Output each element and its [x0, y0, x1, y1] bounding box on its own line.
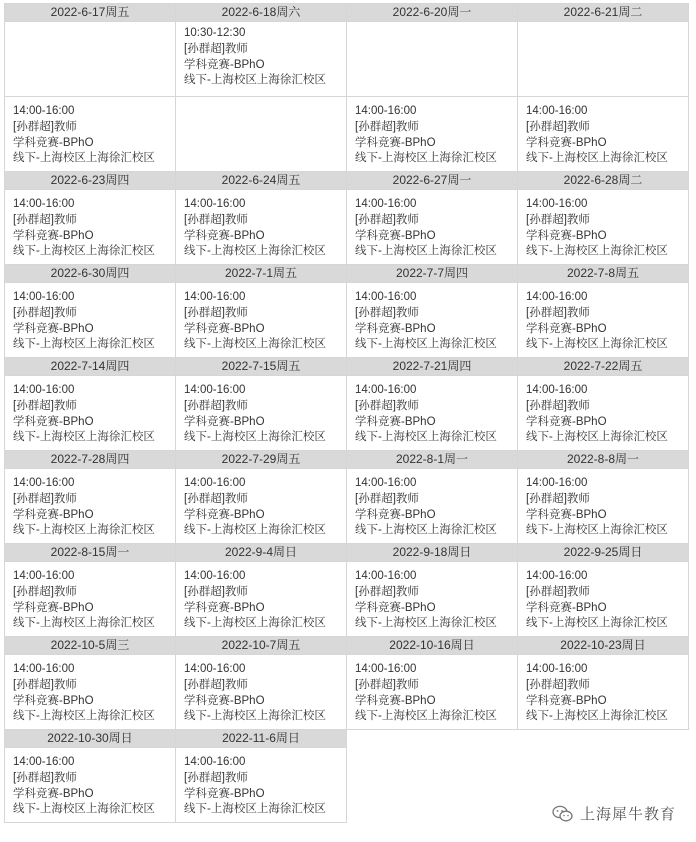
session-row	[4, 376, 692, 451]
date-header: 2022-7-14周四	[4, 357, 176, 376]
session-time: 14:00-16:00	[184, 291, 246, 303]
session-course: 学科竞赛-BPhO	[526, 415, 607, 428]
date-header: 2022-7-21周四	[346, 357, 518, 376]
session-course: 学科竞赛-BPhO	[526, 601, 607, 614]
date-header: 2022-7-8周五	[517, 264, 689, 283]
session-teacher: [孙群超]教师	[184, 585, 248, 598]
session-teacher: [孙群超]教师	[13, 120, 77, 133]
date-header: 2022-7-22周五	[517, 357, 689, 376]
date-header: 2022-6-18周六	[175, 3, 347, 22]
session-teacher: [孙群超]教师	[526, 306, 590, 319]
session-course: 学科竞赛-BPhO	[13, 508, 94, 521]
session-course: 学科竞赛-BPhO	[13, 136, 94, 149]
session-time: 14:00-16:00	[13, 198, 75, 210]
session-cell	[175, 468, 347, 544]
header-row	[4, 451, 692, 469]
session-location: 线下-上海校区上海徐汇校区	[13, 431, 155, 444]
session-course: 学科竞赛-BPhO	[355, 601, 436, 614]
date-header: 2022-7-7周四	[346, 264, 518, 283]
session-cell	[4, 654, 176, 730]
session-time: 14:00-16:00	[184, 384, 246, 396]
session-teacher: [孙群超]教师	[13, 306, 77, 319]
session-cell	[4, 189, 176, 265]
session-cell	[517, 375, 689, 451]
empty-cell	[517, 21, 689, 97]
session-teacher: [孙群超]教师	[13, 213, 77, 226]
empty-cell	[4, 21, 176, 97]
session-course: 学科竞赛-BPhO	[355, 694, 436, 707]
session-location: 线下-上海校区上海徐汇校区	[13, 245, 155, 258]
session-location: 线下-上海校区上海徐汇校区	[355, 617, 497, 630]
session-teacher: [孙群超]教师	[526, 678, 590, 691]
session-location: 线下-上海校区上海徐汇校区	[184, 245, 326, 258]
session-teacher: [孙群超]教师	[355, 399, 419, 412]
date-header: 2022-9-18周日	[346, 543, 518, 562]
session-teacher: [孙群超]教师	[184, 678, 248, 691]
date-header: 2022-7-1周五	[175, 264, 347, 283]
session-time: 14:00-16:00	[184, 477, 246, 489]
session-location: 线下-上海校区上海徐汇校区	[184, 617, 326, 630]
date-header: 2022-10-5周三	[4, 636, 176, 655]
session-course: 学科竞赛-BPhO	[184, 415, 265, 428]
date-header: 2022-10-16周日	[346, 636, 518, 655]
date-header: 2022-7-28周四	[4, 450, 176, 469]
session-time: 14:00-16:00	[13, 105, 75, 117]
session-cell	[517, 468, 689, 544]
session-teacher: [孙群超]教师	[355, 306, 419, 319]
session-location: 线下-上海校区上海徐汇校区	[184, 524, 326, 537]
session-time: 14:00-16:00	[526, 570, 588, 582]
session-teacher: [孙群超]教师	[184, 306, 248, 319]
session-teacher: [孙群超]教师	[13, 399, 77, 412]
session-location: 线下-上海校区上海徐汇校区	[355, 524, 497, 537]
session-row	[4, 190, 692, 265]
session-time: 14:00-16:00	[355, 105, 417, 117]
session-time: 10:30-12:30	[184, 27, 246, 39]
session-time: 14:00-16:00	[13, 663, 75, 675]
session-course: 学科竞赛-BPhO	[355, 229, 436, 242]
session-time: 14:00-16:00	[526, 663, 588, 675]
session-teacher: [孙群超]教师	[13, 771, 77, 784]
session-time: 14:00-16:00	[526, 477, 588, 489]
session-cell	[175, 654, 347, 730]
header-row	[4, 265, 692, 283]
session-course: 学科竞赛-BPhO	[526, 229, 607, 242]
date-header: 2022-10-23周日	[517, 636, 689, 655]
header-row	[4, 637, 692, 655]
session-teacher: [孙群超]教师	[526, 120, 590, 133]
session-course: 学科竞赛-BPhO	[13, 694, 94, 707]
session-cell	[517, 189, 689, 265]
session-teacher: [孙群超]教师	[526, 492, 590, 505]
session-course: 学科竞赛-BPhO	[13, 787, 94, 800]
session-row	[4, 562, 692, 637]
session-course: 学科竞赛-BPhO	[184, 229, 265, 242]
session-cell	[346, 468, 518, 544]
session-location: 线下-上海校区上海徐汇校区	[526, 152, 668, 165]
session-course: 学科竞赛-BPhO	[184, 322, 265, 335]
session-cell	[175, 189, 347, 265]
session-cell	[4, 747, 176, 823]
session-location: 线下-上海校区上海徐汇校区	[13, 152, 155, 165]
header-row	[4, 358, 692, 376]
empty-cell	[175, 96, 347, 172]
session-location: 线下-上海校区上海徐汇校区	[355, 710, 497, 723]
session-teacher: [孙群超]教师	[526, 585, 590, 598]
date-header: 2022-6-24周五	[175, 171, 347, 190]
session-time: 14:00-16:00	[355, 663, 417, 675]
session-cell	[4, 561, 176, 637]
date-header: 2022-6-17周五	[4, 3, 176, 22]
watermark-text: 上海犀牛教育	[579, 806, 676, 823]
session-cell	[517, 654, 689, 730]
session-location: 线下-上海校区上海徐汇校区	[184, 338, 326, 351]
session-cell	[175, 747, 347, 823]
session-cell	[346, 654, 518, 730]
session-location: 线下-上海校区上海徐汇校区	[184, 74, 326, 87]
date-header: 2022-6-27周一	[346, 171, 518, 190]
empty-cell	[346, 21, 518, 97]
session-row	[4, 22, 692, 97]
session-teacher: [孙群超]教师	[355, 213, 419, 226]
session-teacher: [孙群超]教师	[184, 399, 248, 412]
session-course: 学科竞赛-BPhO	[355, 415, 436, 428]
session-location: 线下-上海校区上海徐汇校区	[526, 710, 668, 723]
header-row	[4, 172, 692, 190]
session-time: 14:00-16:00	[13, 291, 75, 303]
session-cell	[517, 561, 689, 637]
session-time: 14:00-16:00	[526, 384, 588, 396]
session-teacher: [孙群超]教师	[355, 492, 419, 505]
session-location: 线下-上海校区上海徐汇校区	[526, 617, 668, 630]
session-teacher: [孙群超]教师	[355, 678, 419, 691]
date-header: 2022-7-29周五	[175, 450, 347, 469]
session-row	[4, 97, 692, 172]
date-header: 2022-6-23周四	[4, 171, 176, 190]
session-cell	[346, 375, 518, 451]
session-cell	[175, 282, 347, 358]
session-location: 线下-上海校区上海徐汇校区	[13, 617, 155, 630]
session-teacher: [孙群超]教师	[13, 492, 77, 505]
session-time: 14:00-16:00	[526, 198, 588, 210]
session-course: 学科竞赛-BPhO	[355, 508, 436, 521]
session-cell	[4, 375, 176, 451]
session-course: 学科竞赛-BPhO	[184, 787, 265, 800]
session-cell	[346, 282, 518, 358]
session-course: 学科竞赛-BPhO	[526, 322, 607, 335]
session-location: 线下-上海校区上海徐汇校区	[526, 431, 668, 444]
session-teacher: [孙群超]教师	[184, 492, 248, 505]
session-teacher: [孙群超]教师	[184, 42, 248, 55]
session-location: 线下-上海校区上海徐汇校区	[13, 338, 155, 351]
session-teacher: [孙群超]教师	[13, 585, 77, 598]
session-cell	[4, 282, 176, 358]
session-location: 线下-上海校区上海徐汇校区	[184, 803, 326, 816]
session-time: 14:00-16:00	[355, 198, 417, 210]
session-time: 14:00-16:00	[526, 105, 588, 117]
session-time: 14:00-16:00	[184, 663, 246, 675]
session-teacher: [孙群超]教师	[355, 120, 419, 133]
session-location: 线下-上海校区上海徐汇校区	[13, 803, 155, 816]
session-course: 学科竞赛-BPhO	[13, 229, 94, 242]
session-location: 线下-上海校区上海徐汇校区	[355, 245, 497, 258]
session-course: 学科竞赛-BPhO	[184, 601, 265, 614]
session-course: 学科竞赛-BPhO	[184, 58, 265, 71]
session-time: 14:00-16:00	[355, 384, 417, 396]
session-teacher: [孙群超]教师	[355, 585, 419, 598]
session-cell	[175, 21, 347, 97]
session-course: 学科竞赛-BPhO	[526, 694, 607, 707]
session-cell	[4, 468, 176, 544]
session-time: 14:00-16:00	[184, 570, 246, 582]
session-teacher: [孙群超]教师	[184, 213, 248, 226]
date-header: 2022-10-7周五	[175, 636, 347, 655]
session-cell	[175, 561, 347, 637]
session-course: 学科竞赛-BPhO	[526, 508, 607, 521]
date-header: 2022-8-1周一	[346, 450, 518, 469]
empty-cell	[517, 729, 689, 748]
session-time: 14:00-16:00	[184, 198, 246, 210]
session-location: 线下-上海校区上海徐汇校区	[13, 524, 155, 537]
session-time: 14:00-16:00	[355, 291, 417, 303]
session-location: 线下-上海校区上海徐汇校区	[355, 338, 497, 351]
session-course: 学科竞赛-BPhO	[355, 322, 436, 335]
empty-cell	[346, 747, 518, 823]
session-time: 14:00-16:00	[13, 384, 75, 396]
session-course: 学科竞赛-BPhO	[184, 694, 265, 707]
date-header: 2022-6-20周一	[346, 3, 518, 22]
session-course: 学科竞赛-BPhO	[526, 136, 607, 149]
session-location: 线下-上海校区上海徐汇校区	[526, 524, 668, 537]
date-header: 2022-8-15周一	[4, 543, 176, 562]
session-time: 14:00-16:00	[13, 477, 75, 489]
session-cell	[517, 282, 689, 358]
session-row	[4, 469, 692, 544]
session-course: 学科竞赛-BPhO	[13, 322, 94, 335]
date-header: 2022-9-25周日	[517, 543, 689, 562]
session-cell	[517, 96, 689, 172]
date-header: 2022-7-15周五	[175, 357, 347, 376]
session-course: 学科竞赛-BPhO	[355, 136, 436, 149]
session-location: 线下-上海校区上海徐汇校区	[13, 710, 155, 723]
date-header: 2022-10-30周日	[4, 729, 176, 748]
session-location: 线下-上海校区上海徐汇校区	[526, 338, 668, 351]
session-location: 线下-上海校区上海徐汇校区	[355, 152, 497, 165]
session-cell	[4, 96, 176, 172]
watermark	[552, 803, 676, 824]
date-header: 2022-9-4周日	[175, 543, 347, 562]
session-location: 线下-上海校区上海徐汇校区	[184, 431, 326, 444]
session-course: 学科竞赛-BPhO	[13, 601, 94, 614]
date-header: 2022-6-30周四	[4, 264, 176, 283]
schedule-table	[4, 4, 692, 823]
session-cell	[346, 189, 518, 265]
date-header: 2022-11-6周日	[175, 729, 347, 748]
session-location: 线下-上海校区上海徐汇校区	[526, 245, 668, 258]
session-row	[4, 655, 692, 730]
session-time: 14:00-16:00	[526, 291, 588, 303]
session-course: 学科竞赛-BPhO	[13, 415, 94, 428]
session-location: 线下-上海校区上海徐汇校区	[355, 431, 497, 444]
session-cell	[346, 561, 518, 637]
header-row	[4, 730, 692, 748]
date-header: 2022-8-8周一	[517, 450, 689, 469]
session-time: 14:00-16:00	[13, 756, 75, 768]
empty-cell	[346, 729, 518, 748]
session-row	[4, 283, 692, 358]
session-teacher: [孙群超]教师	[13, 678, 77, 691]
session-cell	[346, 96, 518, 172]
session-time: 14:00-16:00	[355, 477, 417, 489]
wechat-icon	[552, 805, 574, 823]
session-teacher: [孙群超]教师	[526, 213, 590, 226]
session-cell	[175, 375, 347, 451]
session-time: 14:00-16:00	[355, 570, 417, 582]
date-header: 2022-6-21周二	[517, 3, 689, 22]
session-course: 学科竞赛-BPhO	[184, 508, 265, 521]
session-time: 14:00-16:00	[184, 756, 246, 768]
session-location: 线下-上海校区上海徐汇校区	[184, 710, 326, 723]
header-row	[4, 544, 692, 562]
date-header: 2022-6-28周二	[517, 171, 689, 190]
session-teacher: [孙群超]教师	[184, 771, 248, 784]
header-row	[4, 4, 692, 22]
session-teacher: [孙群超]教师	[526, 399, 590, 412]
session-time: 14:00-16:00	[13, 570, 75, 582]
